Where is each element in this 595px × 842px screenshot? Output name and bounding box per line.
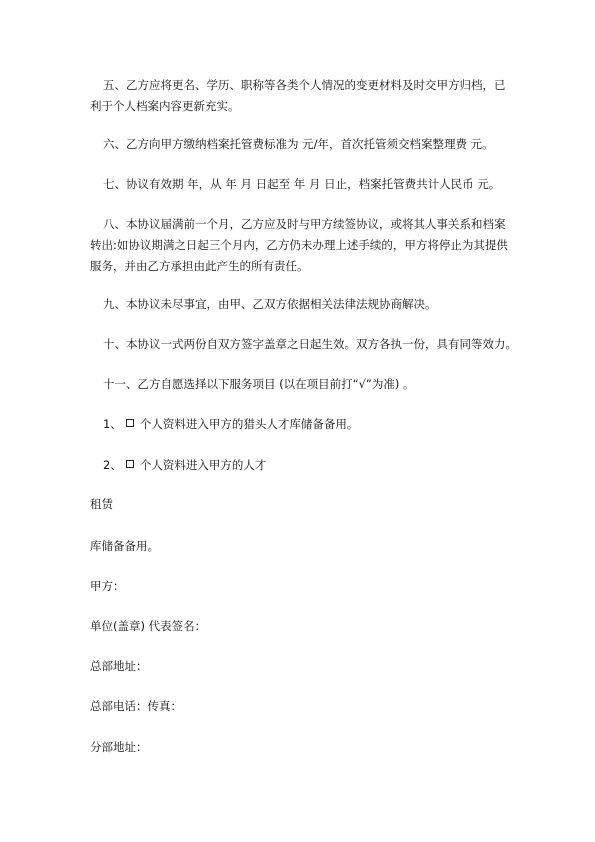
option-1-text: 个人资料进入甲方的猎头人才库储备备用。 <box>139 417 359 431</box>
option-1-checkbox[interactable] <box>126 419 134 427</box>
option-2-text: 个人资料进入甲方的人才 <box>139 458 267 472</box>
clause-8-line-1: 八、本协议届满前一个月，乙方应及时与甲方续签协议，或将其人事关系和档案 <box>103 217 506 231</box>
clause-9-text: 九、本协议未尽事宜，由甲、乙双方依据相关法律法规协商解决。 <box>103 297 437 311</box>
signature-party-a: 甲方： <box>90 579 125 593</box>
option-2-number: 2、 <box>103 458 122 472</box>
clause-8-line-2: 转出:如协议期满之日起三个月内，乙方仍未办理上述手续的，甲方将停止为其提供 <box>90 238 508 252</box>
clause-10 <box>90 334 530 355</box>
signature-branch-address: 分部地址： <box>90 740 148 754</box>
clause-6 <box>90 134 530 155</box>
signature-hq-address: 总部地址： <box>90 659 148 673</box>
clause-11 <box>90 374 530 395</box>
clause-6-text: 六、乙方向甲方缴纳档案托管费标准为 元/年，首次托管须交档案整理费 元。 <box>103 137 494 151</box>
option-1-number: 1、 <box>103 417 122 431</box>
clause-10-text: 十、本协议一式两份自双方签字盖章之日起生效。双方各执一份，具有同等效力。 <box>103 337 517 351</box>
clause-9 <box>90 294 530 315</box>
fragment-rent: 租赁 <box>90 497 113 511</box>
signature-hq-phone: 总部电话：传真： <box>90 699 182 713</box>
clause-5-line-2: 利于个人档案内容更新充实。 <box>90 99 240 113</box>
option-1 <box>90 414 530 435</box>
fragment-reserve: 库储备备用。 <box>90 539 159 553</box>
clause-8 <box>90 214 530 277</box>
clause-5 <box>90 75 530 117</box>
clause-11-text: 十一、乙方自愿选择以下服务项目 (以在项目前打“√”为准) 。 <box>103 377 415 391</box>
clause-7-text: 七、协议有效期 年，从 年 月 日起至 年 月 日止，档案托管费共计人民币 元。 <box>103 177 501 191</box>
signature-unit: 单位(盖章) 代表签名： <box>90 619 207 633</box>
option-2 <box>90 455 530 476</box>
clause-8-line-3: 服务，并由乙方承担由此产生的所有责任。 <box>90 259 309 273</box>
clause-5-line-1: 五、乙方应将更名、学历、职称等各类个人情况的变更材料及时交甲方归档，已 <box>103 78 506 92</box>
option-2-checkbox[interactable] <box>126 460 134 468</box>
clause-7 <box>90 174 530 195</box>
